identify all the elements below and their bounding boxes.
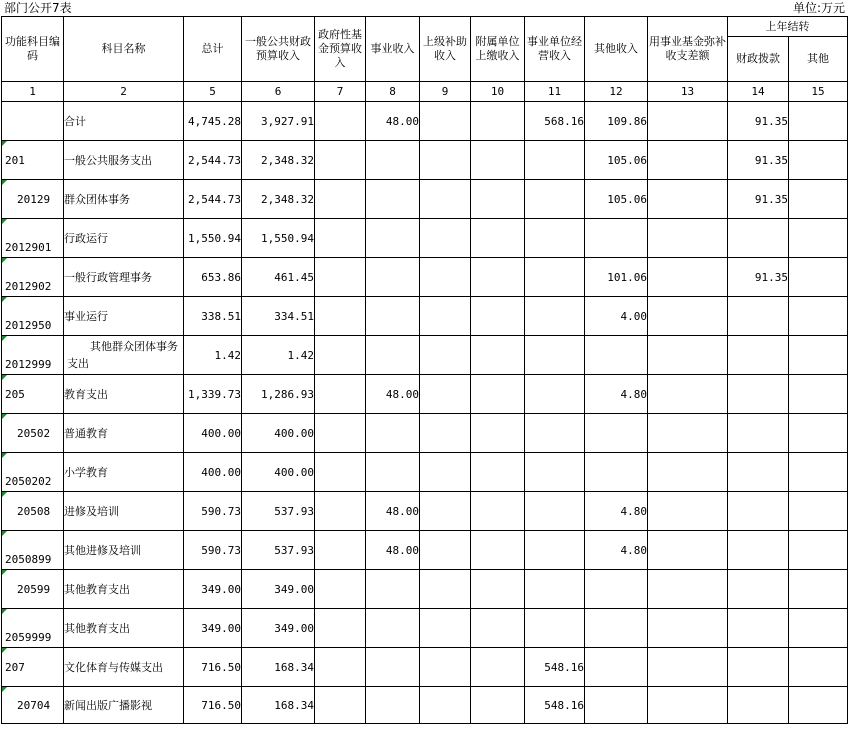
value-cell-business: [366, 687, 420, 724]
column-index-cell: 10: [471, 82, 525, 102]
value-cell-fund: [648, 414, 728, 453]
value-cell-carry-other: [789, 609, 848, 648]
code-cell: [2, 648, 64, 687]
value-cell-operating: [525, 609, 585, 648]
header-general-budget: 一般公共财政预算收入: [242, 17, 315, 82]
value-cell-total: 1.42: [184, 336, 242, 375]
code-text: 2012901: [5, 241, 52, 254]
value-cell-business: [366, 180, 420, 219]
value-cell-fiscal: [728, 570, 789, 609]
value-cell-fiscal: 91.35: [728, 102, 789, 141]
name-cell: 群众团体事务: [64, 180, 184, 219]
cell-marker-icon: [2, 219, 7, 224]
cell-marker-icon: [2, 258, 7, 263]
value-cell-fiscal: [728, 687, 789, 724]
value-cell-fiscal: [728, 219, 789, 258]
code-cell: [2, 219, 64, 258]
value-cell-fund: [648, 492, 728, 531]
value-cell-general: 349.00: [242, 609, 315, 648]
value-cell-fund: [648, 687, 728, 724]
value-cell-business: [366, 297, 420, 336]
value-cell-fiscal: [728, 609, 789, 648]
column-index-cell: 9: [420, 82, 471, 102]
value-cell-fund: [648, 609, 728, 648]
header-business: 事业收入: [366, 17, 420, 82]
value-cell-other: 4.80: [585, 492, 648, 531]
value-cell-affiliated: [471, 297, 525, 336]
value-cell-carry-other: [789, 219, 848, 258]
unit-label: 单位:万元: [792, 1, 845, 15]
header-affiliated: 附属单位上缴收入: [471, 17, 525, 82]
value-cell-subsidy: [420, 453, 471, 492]
value-cell-affiliated: [471, 648, 525, 687]
value-cell-operating: 568.16: [525, 102, 585, 141]
code-text: 201: [5, 153, 25, 167]
value-cell-total: 590.73: [184, 531, 242, 570]
value-cell-carry-other: [789, 648, 848, 687]
value-cell-total: 1,550.94: [184, 219, 242, 258]
value-cell-fiscal: 91.35: [728, 258, 789, 297]
value-cell-fund: [648, 648, 728, 687]
value-cell-other: 109.86: [585, 102, 648, 141]
value-cell-affiliated: [471, 219, 525, 258]
value-cell-subsidy: [420, 180, 471, 219]
value-cell-gov-fund: [315, 219, 366, 258]
value-cell-other: [585, 570, 648, 609]
table-row: [2, 687, 848, 724]
name-cell: 其他进修及培训: [64, 531, 184, 570]
sheet-header-bar: [0, 0, 849, 16]
value-cell-gov-fund: [315, 414, 366, 453]
value-cell-fund: [648, 375, 728, 414]
code-text: 2050899: [5, 553, 52, 566]
value-cell-other: 4.00: [585, 297, 648, 336]
code-cell: [2, 102, 64, 141]
value-cell-total: 653.86: [184, 258, 242, 297]
table-row: [2, 141, 848, 180]
code-text: 20704: [17, 698, 51, 712]
value-cell-business: [366, 141, 420, 180]
value-cell-total: 1,339.73: [184, 375, 242, 414]
value-cell-total: 716.50: [184, 648, 242, 687]
table-row: [2, 336, 848, 375]
value-cell-fund: [648, 219, 728, 258]
value-cell-carry-other: [789, 375, 848, 414]
value-cell-operating: [525, 297, 585, 336]
header-name: 科目名称: [64, 17, 184, 82]
value-cell-affiliated: [471, 609, 525, 648]
value-cell-gov-fund: [315, 102, 366, 141]
name-cell: 小学教育: [64, 453, 184, 492]
header-row-1: [2, 17, 848, 37]
value-cell-total: 400.00: [184, 453, 242, 492]
column-index-cell: 13: [648, 82, 728, 102]
name-cell: 一般行政管理事务: [64, 258, 184, 297]
value-cell-total: 400.00: [184, 414, 242, 453]
value-cell-total: 716.50: [184, 687, 242, 724]
value-cell-operating: 548.16: [525, 648, 585, 687]
cell-marker-icon: [2, 375, 7, 380]
value-cell-affiliated: [471, 453, 525, 492]
value-cell-other: 105.06: [585, 180, 648, 219]
value-cell-total: 2,544.73: [184, 141, 242, 180]
value-cell-fund: [648, 180, 728, 219]
value-cell-affiliated: [471, 258, 525, 297]
value-cell-other: 4.80: [585, 531, 648, 570]
value-cell-business: [366, 609, 420, 648]
table-row: [2, 648, 848, 687]
cell-marker-icon: [2, 609, 7, 614]
cell-marker-icon: [2, 414, 7, 419]
budget-table: [1, 16, 848, 724]
value-cell-carry-other: [789, 492, 848, 531]
code-text: 20508: [17, 504, 51, 518]
value-cell-operating: [525, 375, 585, 414]
table-row: [2, 180, 848, 219]
value-cell-gov-fund: [315, 531, 366, 570]
column-index-cell: 2: [64, 82, 184, 102]
value-cell-gov-fund: [315, 609, 366, 648]
name-cell: 其他群众团体事务支出: [64, 336, 184, 375]
table-row: [2, 609, 848, 648]
name-cell: 其他教育支出: [64, 609, 184, 648]
header-superior-subsidy: 上级补助收入: [420, 17, 471, 82]
value-cell-business: [366, 414, 420, 453]
name-cell: 教育支出: [64, 375, 184, 414]
code-cell: [2, 609, 64, 648]
value-cell-subsidy: [420, 219, 471, 258]
name-cell: 文化体育与传媒支出: [64, 648, 184, 687]
table-row: [2, 258, 848, 297]
column-index-cell: 1: [2, 82, 64, 102]
column-index-cell: 14: [728, 82, 789, 102]
value-cell-other: [585, 336, 648, 375]
value-cell-carry-other: [789, 414, 848, 453]
value-cell-other: [585, 414, 648, 453]
value-cell-operating: [525, 492, 585, 531]
value-cell-other: 4.80: [585, 375, 648, 414]
value-cell-gov-fund: [315, 687, 366, 724]
cell-marker-icon: [2, 648, 7, 653]
table-row: [2, 375, 848, 414]
column-index-cell: 5: [184, 82, 242, 102]
table-row: [2, 102, 848, 141]
value-cell-general: 537.93: [242, 531, 315, 570]
value-cell-business: 48.00: [366, 492, 420, 531]
value-cell-carry-other: [789, 141, 848, 180]
value-cell-general: 2,348.32: [242, 180, 315, 219]
value-cell-total: 2,544.73: [184, 180, 242, 219]
code-text: 20129: [17, 192, 51, 206]
cell-marker-icon: [2, 531, 7, 536]
cell-marker-icon: [2, 492, 7, 497]
value-cell-gov-fund: [315, 648, 366, 687]
value-cell-other: 101.06: [585, 258, 648, 297]
value-cell-business: 48.00: [366, 102, 420, 141]
value-cell-affiliated: [471, 336, 525, 375]
value-cell-operating: [525, 336, 585, 375]
value-cell-operating: [525, 258, 585, 297]
value-cell-other: [585, 648, 648, 687]
value-cell-operating: [525, 219, 585, 258]
value-cell-general: 400.00: [242, 453, 315, 492]
value-cell-fiscal: [728, 453, 789, 492]
value-cell-subsidy: [420, 297, 471, 336]
header-operating: 事业单位经营收入: [525, 17, 585, 82]
value-cell-general: 168.34: [242, 687, 315, 724]
header-code: 功能科目编码: [2, 17, 64, 82]
value-cell-affiliated: [471, 687, 525, 724]
cell-marker-icon: [2, 336, 7, 341]
value-cell-subsidy: [420, 102, 471, 141]
code-text: 2012902: [5, 280, 52, 293]
value-cell-fund: [648, 297, 728, 336]
value-cell-fund: [648, 141, 728, 180]
value-cell-carry-other: [789, 258, 848, 297]
value-cell-affiliated: [471, 180, 525, 219]
value-cell-subsidy: [420, 258, 471, 297]
code-text: 207: [5, 660, 25, 674]
value-cell-fiscal: [728, 336, 789, 375]
value-cell-affiliated: [471, 375, 525, 414]
header-other: 其他收入: [585, 17, 648, 82]
code-text: 2012999: [5, 358, 52, 371]
value-cell-general: 349.00: [242, 570, 315, 609]
name-cell: 普通教育: [64, 414, 184, 453]
header-carryover-other: 其他: [789, 37, 848, 82]
value-cell-fiscal: [728, 297, 789, 336]
table-row: [2, 414, 848, 453]
value-cell-carry-other: [789, 531, 848, 570]
value-cell-carry-other: [789, 180, 848, 219]
value-cell-subsidy: [420, 609, 471, 648]
value-cell-other: [585, 453, 648, 492]
code-text: 20502: [17, 426, 51, 440]
value-cell-gov-fund: [315, 570, 366, 609]
value-cell-gov-fund: [315, 141, 366, 180]
table-row: [2, 570, 848, 609]
value-cell-general: 1.42: [242, 336, 315, 375]
value-cell-affiliated: [471, 492, 525, 531]
table-row: [2, 531, 848, 570]
value-cell-business: [366, 336, 420, 375]
code-cell: [2, 453, 64, 492]
value-cell-fiscal: [728, 375, 789, 414]
code-text: 20599: [17, 582, 51, 596]
value-cell-operating: [525, 180, 585, 219]
column-index-cell: 11: [525, 82, 585, 102]
value-cell-affiliated: [471, 531, 525, 570]
value-cell-general: 3,927.91: [242, 102, 315, 141]
name-cell: 一般公共服务支出: [64, 141, 184, 180]
column-index-cell: 12: [585, 82, 648, 102]
value-cell-other: [585, 687, 648, 724]
value-cell-business: 48.00: [366, 531, 420, 570]
name-cell: 事业运行: [64, 297, 184, 336]
code-cell: [2, 258, 64, 297]
code-text: 205: [5, 387, 25, 401]
value-cell-operating: [525, 531, 585, 570]
table-row: [2, 297, 848, 336]
value-cell-general: 1,550.94: [242, 219, 315, 258]
value-cell-general: 2,348.32: [242, 141, 315, 180]
value-cell-gov-fund: [315, 297, 366, 336]
value-cell-total: 590.73: [184, 492, 242, 531]
value-cell-total: 338.51: [184, 297, 242, 336]
value-cell-fiscal: [728, 648, 789, 687]
table-row: [2, 453, 848, 492]
value-cell-fiscal: [728, 414, 789, 453]
value-cell-operating: [525, 570, 585, 609]
code-cell: [2, 570, 64, 609]
cell-marker-icon: [2, 141, 7, 146]
name-cell: 进修及培训: [64, 492, 184, 531]
value-cell-subsidy: [420, 492, 471, 531]
value-cell-fund: [648, 453, 728, 492]
value-cell-operating: [525, 453, 585, 492]
value-cell-fiscal: [728, 531, 789, 570]
code-cell: [2, 414, 64, 453]
value-cell-general: 400.00: [242, 414, 315, 453]
column-index-row: [2, 82, 848, 102]
value-cell-operating: [525, 414, 585, 453]
code-cell: [2, 180, 64, 219]
value-cell-fund: [648, 258, 728, 297]
value-cell-subsidy: [420, 648, 471, 687]
name-cell: 合计: [64, 102, 184, 141]
value-cell-fiscal: 91.35: [728, 141, 789, 180]
value-cell-fiscal: 91.35: [728, 180, 789, 219]
code-cell: [2, 297, 64, 336]
table-row: [2, 492, 848, 531]
value-cell-fund: [648, 336, 728, 375]
header-fund-compensation: 用事业基金弥补收支差额: [648, 17, 728, 82]
column-index-cell: 6: [242, 82, 315, 102]
table-row: [2, 219, 848, 258]
value-cell-fund: [648, 531, 728, 570]
value-cell-carry-other: [789, 297, 848, 336]
value-cell-gov-fund: [315, 453, 366, 492]
cell-marker-icon: [2, 297, 7, 302]
value-cell-total: 349.00: [184, 570, 242, 609]
sheet-title: 部门公开7表: [4, 1, 72, 15]
value-cell-gov-fund: [315, 180, 366, 219]
code-cell: [2, 687, 64, 724]
value-cell-fiscal: [728, 492, 789, 531]
column-index-cell: 8: [366, 82, 420, 102]
value-cell-subsidy: [420, 531, 471, 570]
value-cell-affiliated: [471, 102, 525, 141]
value-cell-general: 537.93: [242, 492, 315, 531]
value-cell-business: [366, 258, 420, 297]
value-cell-affiliated: [471, 141, 525, 180]
code-text: 2050202: [5, 475, 52, 488]
value-cell-business: 48.00: [366, 375, 420, 414]
column-index-cell: 15: [789, 82, 848, 102]
code-cell: [2, 375, 64, 414]
value-cell-business: [366, 648, 420, 687]
value-cell-total: 4,745.28: [184, 102, 242, 141]
header-gov-fund: 政府性基金预算收入: [315, 17, 366, 82]
value-cell-gov-fund: [315, 492, 366, 531]
code-cell: [2, 141, 64, 180]
value-cell-carry-other: [789, 453, 848, 492]
value-cell-gov-fund: [315, 258, 366, 297]
value-cell-carry-other: [789, 570, 848, 609]
value-cell-fund: [648, 570, 728, 609]
code-text: 2059999: [5, 631, 52, 644]
name-cell: 行政运行: [64, 219, 184, 258]
value-cell-subsidy: [420, 414, 471, 453]
code-cell: [2, 336, 64, 375]
code-cell: [2, 492, 64, 531]
value-cell-business: [366, 453, 420, 492]
name-cell: 新闻出版广播影视: [64, 687, 184, 724]
value-cell-carry-other: [789, 687, 848, 724]
value-cell-gov-fund: [315, 375, 366, 414]
value-cell-carry-other: [789, 102, 848, 141]
value-cell-general: 461.45: [242, 258, 315, 297]
cell-marker-icon: [2, 453, 7, 458]
header-total: 总计: [184, 17, 242, 82]
value-cell-business: [366, 570, 420, 609]
value-cell-subsidy: [420, 336, 471, 375]
cell-marker-icon: [2, 180, 7, 185]
value-cell-gov-fund: [315, 336, 366, 375]
cell-marker-icon: [2, 570, 7, 575]
value-cell-general: 1,286.93: [242, 375, 315, 414]
value-cell-total: 349.00: [184, 609, 242, 648]
value-cell-operating: 548.16: [525, 687, 585, 724]
value-cell-general: 334.51: [242, 297, 315, 336]
code-cell: [2, 531, 64, 570]
name-cell: 其他教育支出: [64, 570, 184, 609]
value-cell-carry-other: [789, 336, 848, 375]
header-carryover: 上年结转: [728, 17, 848, 37]
value-cell-subsidy: [420, 687, 471, 724]
value-cell-general: 168.34: [242, 648, 315, 687]
cell-marker-icon: [2, 687, 7, 692]
value-cell-operating: [525, 141, 585, 180]
code-text: 2012950: [5, 319, 52, 332]
value-cell-fund: [648, 102, 728, 141]
column-index-cell: 7: [315, 82, 366, 102]
value-cell-other: [585, 219, 648, 258]
value-cell-business: [366, 219, 420, 258]
value-cell-subsidy: [420, 375, 471, 414]
header-carryover-fiscal: 财政拨款: [728, 37, 789, 82]
value-cell-other: 105.06: [585, 141, 648, 180]
value-cell-subsidy: [420, 570, 471, 609]
value-cell-affiliated: [471, 570, 525, 609]
value-cell-subsidy: [420, 141, 471, 180]
value-cell-affiliated: [471, 414, 525, 453]
value-cell-other: [585, 609, 648, 648]
